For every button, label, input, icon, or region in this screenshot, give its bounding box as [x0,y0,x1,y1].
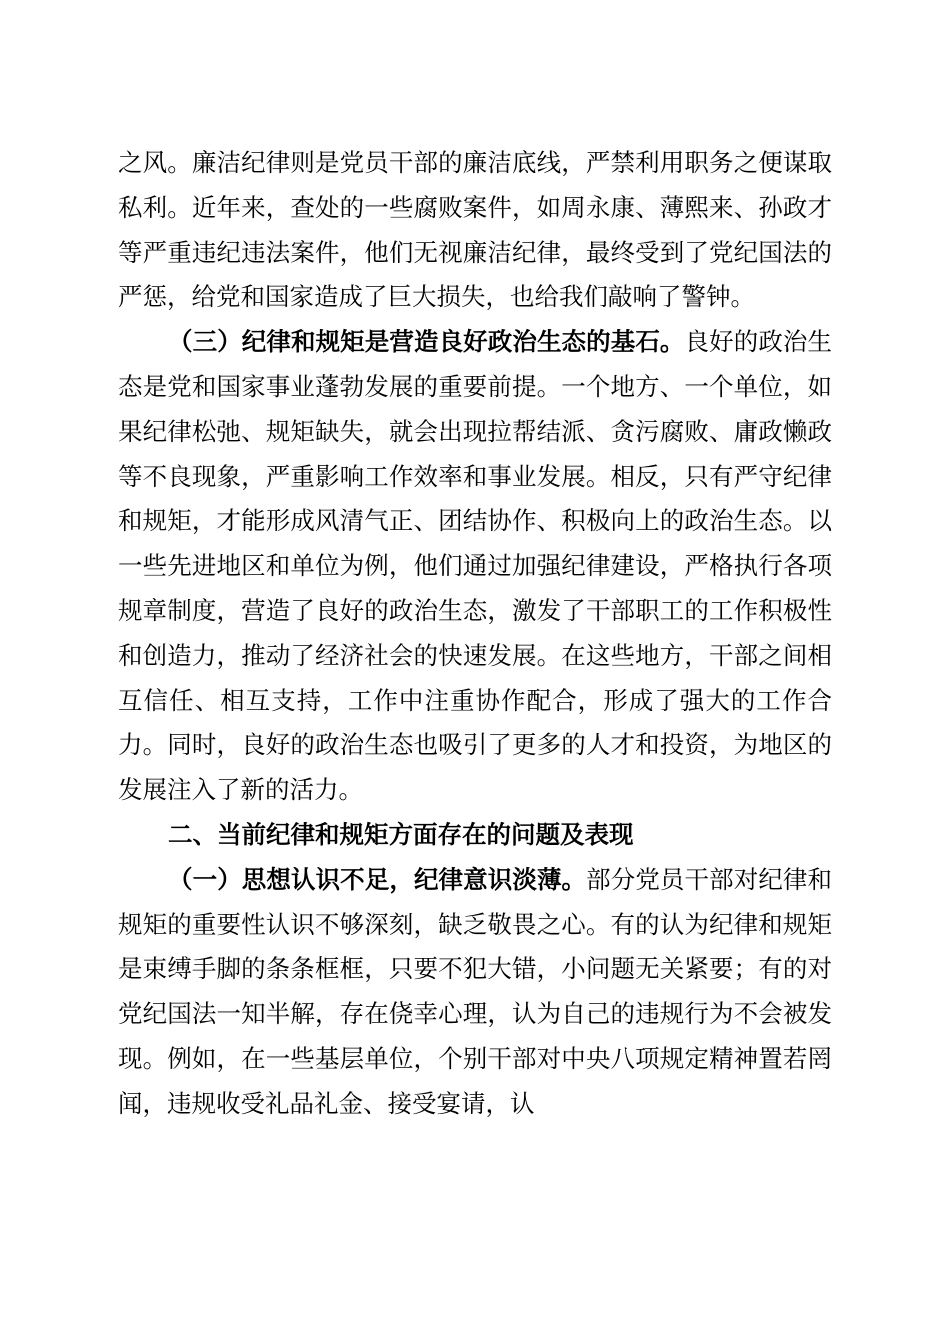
section-heading: 二、当前纪律和规矩方面存在的问题及表现 [168,819,634,849]
paragraph-subsection-1 [118,858,832,1127]
section-lead-sentence: （三）纪律和规矩是营造良好政治生态的基石。 [168,327,685,357]
paragraph-text: 良好的政治生态是党和国家事业蓬勃发展的重要前提。一个地方、一个单位，如果纪律松弛、规矩缺失，就会出现拉帮结派、贪污腐败、庸政懒政等不良现象，严重影响工作效率和事业发展。相反，只有严守纪律和规矩，才能形成风清气正、团结协作、积极向上的政治生态。以一些先进地区和单位为例，他们通过加强纪律建设，严格执行各项规章制度，营造了良好的政治生态，激发了干部职工的工作积极性和创造力，推动了经济社会的快速发展。在这些地方，干部之间相互信任、相互支持，工作中注重协作配合，形成了强大的工作合力。同时，良好的政治生态也吸引了更多的人才和投资，为地区的发展注入了新的活力。 [118,327,833,805]
paragraph-text: 之风。廉洁纪律则是党员干部的廉洁底线，严禁利用职务之便谋取私利。近年来，查处的一些腐败案件，如周永康、薄熙来、孙政才等严重违纪违法案件，他们无视廉洁纪律，最终受到了党纪国法的严惩，给党和国家造成了巨大损失，也给我们敲响了警钟。 [118,148,832,312]
paragraph-section-3 [118,320,832,813]
paragraph-continuation [118,141,832,320]
paragraph-text: 部分党员干部对纪律和规矩的重要性认识不够深刻，缺乏敬畏之心。有的认为纪律和规矩是束缚手脚的条条框框，只要不犯大错，小问题无关紧要；有的对党纪国法一知半解，存在侥幸心理，认为自己的违规行为不会被发现。例如，在一些基层单位，个别干部对中央八项规定精神置若罔闻，违规收受礼品礼金、接受宴请，认 [118,864,833,1118]
document-body [118,141,832,1127]
section-lead-sentence: （一）思想认识不足，纪律意识淡薄。 [168,864,587,894]
